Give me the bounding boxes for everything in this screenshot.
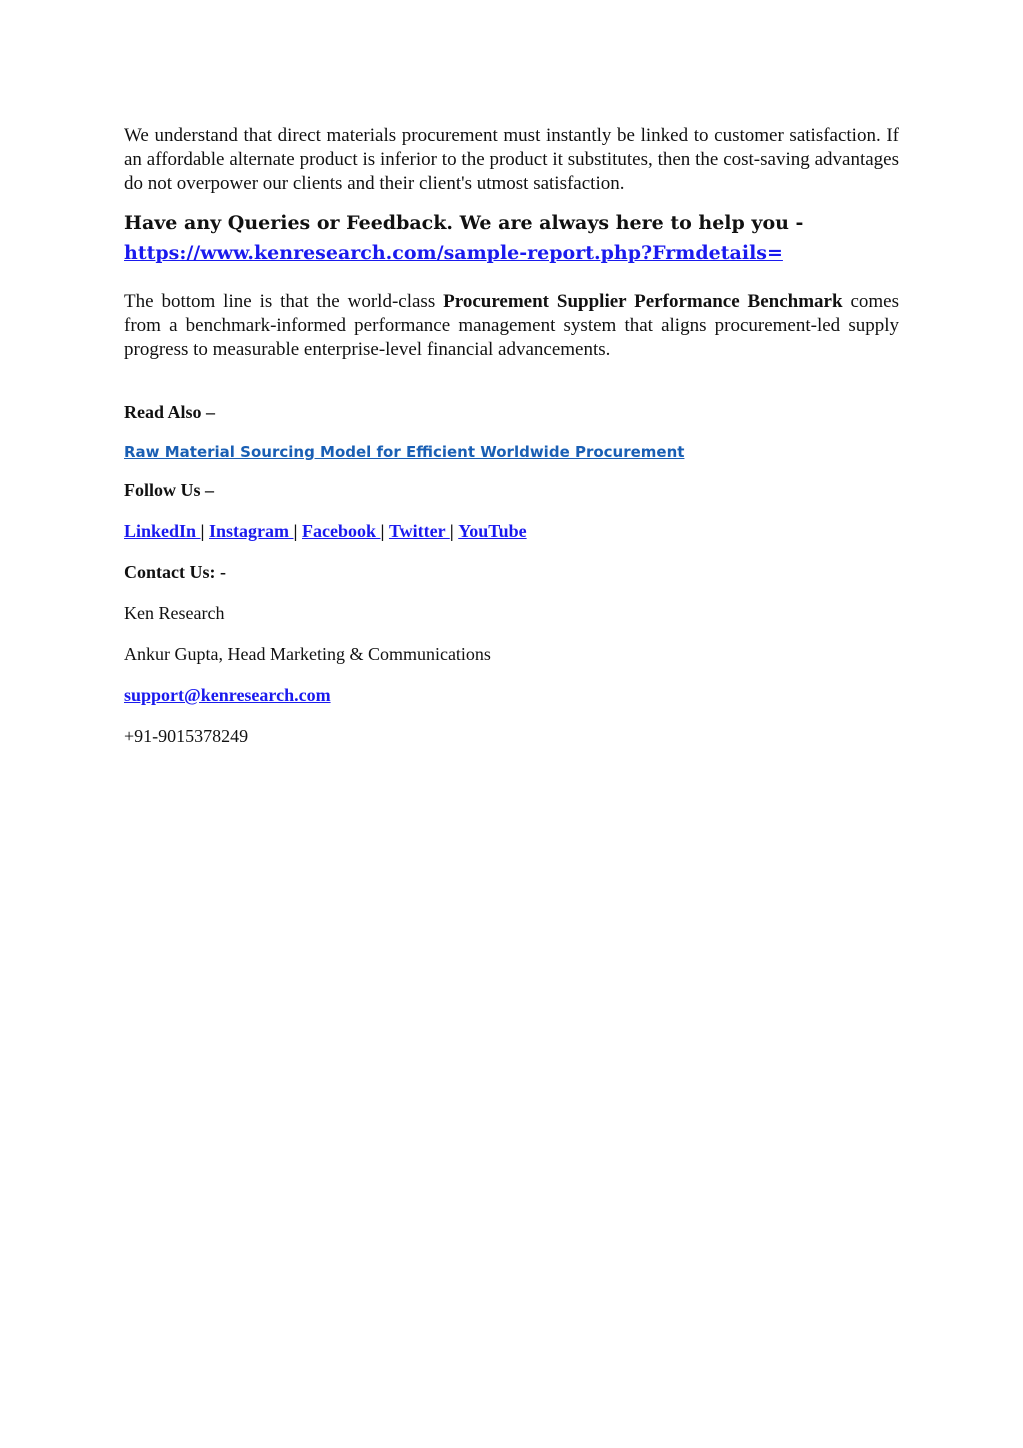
intro-paragraph: We understand that direct materials procurement must instantly be linked to customer satisfaction. If an affordable alternate product is inferior to the product it substitutes, then the cost-saving advantages do not overpower our clients and their client's utmost satisfaction. [124,125,899,194]
contact-email-link[interactable]: support@kenresearch.com [124,685,331,705]
social-links [124,519,899,543]
bottom-line-prefix: The bottom line is that the world-class [124,291,444,312]
contact-person: Ankur Gupta, Head Marketing & Communications [124,644,491,664]
separator: | [380,521,385,541]
read-also-label: Read Also – [124,402,216,422]
queries-heading: Have any Queries or Feedback. We are always here to help you - [124,212,804,234]
instagram-link[interactable]: Instagram [209,521,294,541]
facebook-link[interactable]: Facebook [301,521,381,541]
contact-label: Contact Us: - [124,562,226,582]
bottom-line-paragraph [124,290,899,362]
separator: | [200,521,205,541]
youtube-link[interactable]: YouTube [458,521,527,541]
sample-report-link[interactable]: https://www.kenresearch.com/sample-report.php?Frmdetails= [124,242,783,264]
separator: | [293,521,298,541]
linkedin-link[interactable]: LinkedIn [124,521,201,541]
document-page [124,124,899,748]
twitter-link[interactable]: Twitter [388,521,450,541]
contact-company: Ken Research [124,603,225,623]
queries-block [124,208,899,268]
bottom-line-bold: Procurement Supplier Performance Benchmark [443,291,843,312]
separator: | [449,521,454,541]
contact-phone: +91-9015378249 [124,726,249,746]
follow-us-label: Follow Us – [124,480,214,500]
read-also-link[interactable]: Raw Material Sourcing Model for Efficient Worldwide Procurement [124,443,685,461]
bottom-line-suffix: comes from a benchmark-informed performance management system that aligns procurement-led supply progress to measurable enterprise-level financial advancements. [124,291,899,360]
